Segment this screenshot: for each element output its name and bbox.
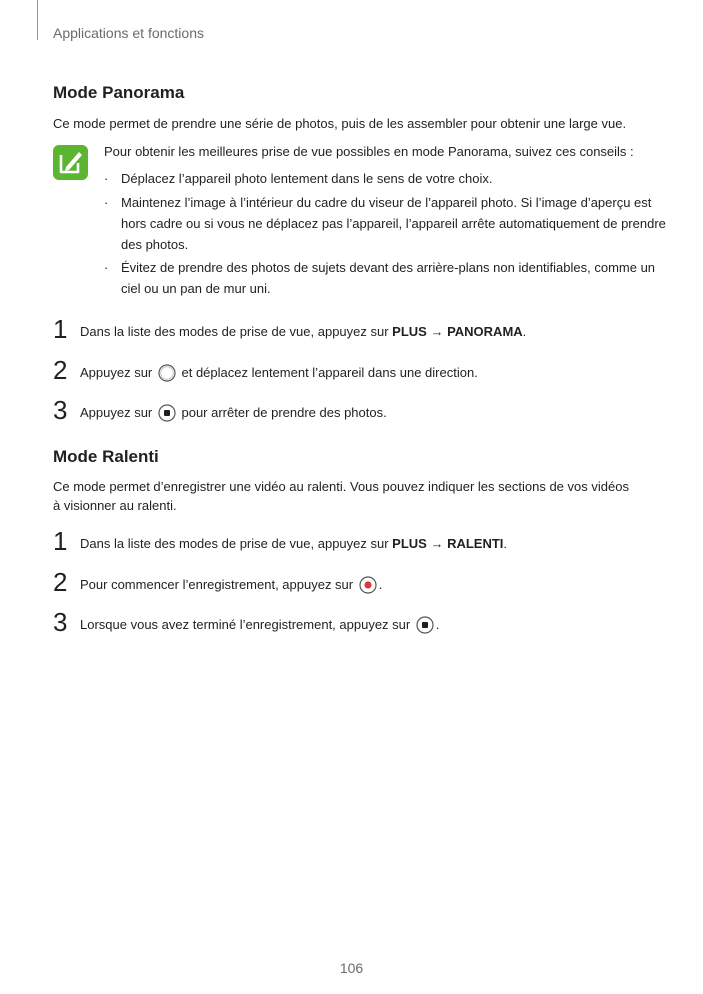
panorama-step-1 — [53, 314, 673, 346]
step-number: 3 — [53, 607, 68, 637]
bullet-icon: · — [104, 260, 109, 275]
note-pencil-icon — [53, 145, 88, 180]
step-number: 1 — [53, 314, 68, 344]
ralenti-step-1 — [53, 526, 673, 558]
tip-list-item — [104, 192, 666, 255]
stop-button-icon — [158, 404, 176, 422]
step-text: Dans la liste des modes de prise de vue, appuyez sur PLUS → PANORAMA. — [80, 324, 527, 339]
shutter-button-icon — [158, 364, 176, 382]
ralenti-label: RALENTI — [447, 536, 504, 551]
step-text: Appuyez sur pour arrêter de prendre des photos. — [80, 405, 387, 420]
plus-label: PLUS — [392, 536, 427, 551]
ralenti-step-2 — [53, 567, 673, 599]
step-text: Lorsque vous avez terminé l’enregistrement, appuyez sur . — [80, 617, 440, 632]
ralenti-intro-line-2: à visionner au ralenti. — [53, 498, 177, 513]
step-number: 3 — [53, 395, 68, 425]
panorama-step-2 — [53, 355, 673, 387]
header-divider — [37, 0, 38, 40]
ralenti-step-3 — [53, 607, 673, 639]
ralenti-intro-line-1: Ce mode permet d’enregistrer une vidéo au ralenti. Vous pouvez indiquer les sections de vos vidéos — [53, 479, 629, 494]
page-number: 106 — [339, 960, 364, 976]
step-text: Dans la liste des modes de prise de vue, appuyez sur PLUS → RALENTI. — [80, 536, 508, 551]
note-intro: Pour obtenir les meilleures prise de vue possibles en mode Panorama, suivez ces conseils : — [104, 144, 634, 159]
bullet-icon: · — [104, 171, 109, 186]
step-text: Pour commencer l’enregistrement, appuyez sur . — [80, 577, 383, 592]
tip-list-item — [104, 168, 666, 189]
tip-text: Maintenez l’image à l’intérieur du cadre du viseur de l’appareil photo. Si l’image d’aperçu est hors cadre ou si vous ne déplacez pas l’appareil, l’appareil arrête automatiquement de prendre des photos. — [121, 195, 666, 252]
step-number: 2 — [53, 355, 68, 385]
tip-list-item — [104, 257, 666, 299]
stop-button-icon — [416, 616, 434, 634]
ralenti-section-title: Mode Ralenti — [53, 447, 159, 466]
tip-text: Déplacez l’appareil photo lentement dans le sens de votre choix. — [121, 171, 493, 186]
step-text: Appuyez sur et déplacez lentement l’appareil dans une direction. — [80, 365, 478, 380]
panorama-section-title: Mode Panorama — [53, 83, 185, 102]
panorama-intro: Ce mode permet de prendre une série de photos, puis de les assembler pour obtenir une large vue. — [53, 116, 627, 131]
record-button-icon — [359, 576, 377, 594]
plus-label: PLUS — [392, 324, 427, 339]
bullet-icon: · — [104, 195, 109, 210]
step-number: 2 — [53, 567, 68, 597]
tip-text: Évitez de prendre des photos de sujets devant des arrière-plans non identifiables, comme un ciel ou un pan de mur uni. — [121, 260, 656, 296]
running-header: Applications et fonctions — [53, 25, 204, 41]
panorama-label: PANORAMA — [447, 324, 523, 339]
step-number: 1 — [53, 526, 68, 556]
panorama-step-3 — [53, 395, 673, 427]
